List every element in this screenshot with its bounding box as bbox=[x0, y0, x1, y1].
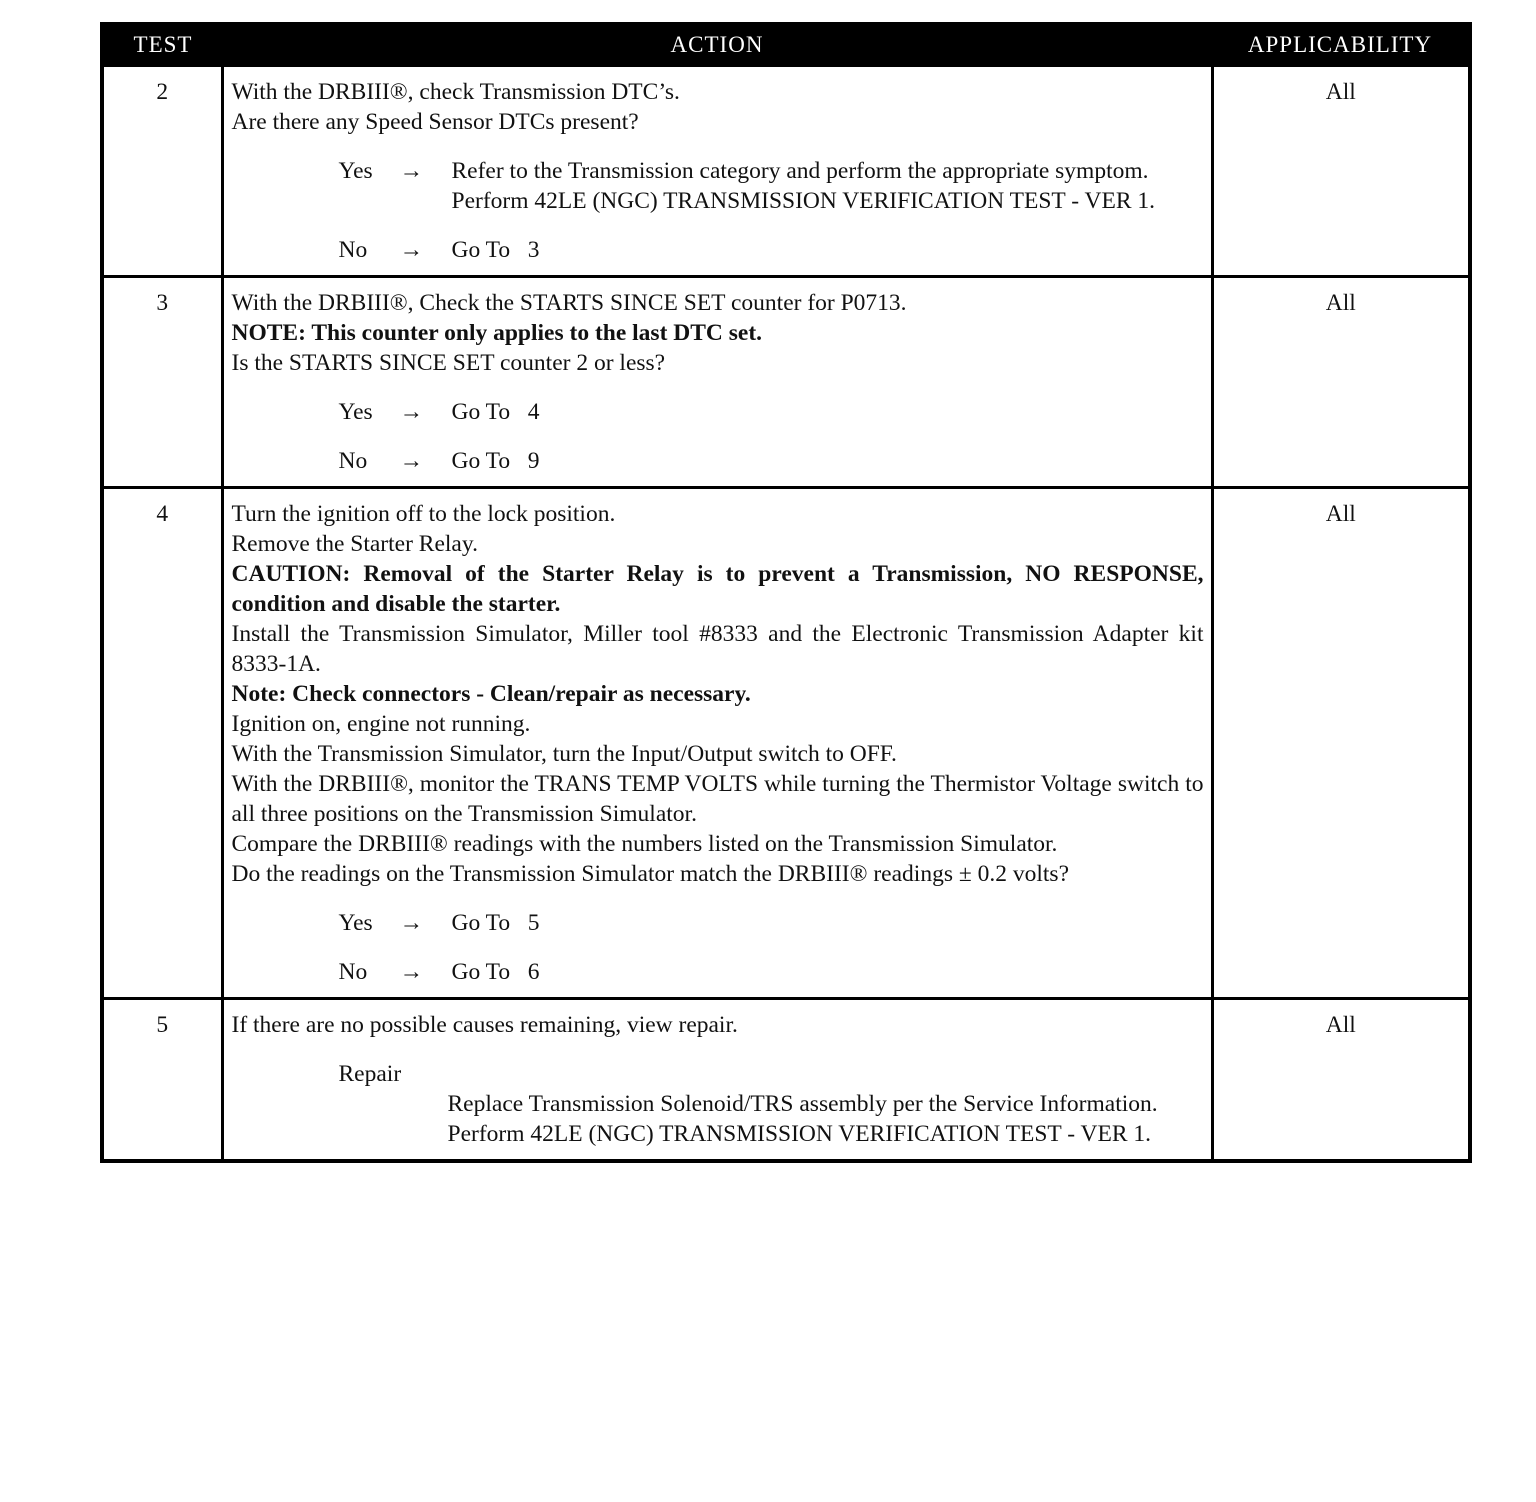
test-number: 2 bbox=[102, 66, 222, 277]
repair-label: Repair bbox=[338, 1061, 402, 1087]
header-test: TEST bbox=[102, 24, 222, 66]
action-line: With the DRBIII®, monitor the TRANS TEMP VOLTS while turning the Thermistor Voltage switch to all three positions on the Transmission Simulator. bbox=[231, 771, 1204, 827]
yes-label: Yes bbox=[338, 399, 373, 425]
action-line: With the DRBIII®, check Transmission DTC’s. bbox=[231, 79, 680, 105]
yes-response bbox=[232, 908, 1204, 938]
applicability-value: All bbox=[1212, 277, 1470, 488]
arrow-icon: → bbox=[399, 399, 423, 425]
note-text: Note: Check connectors - Clean/repair as necessary. bbox=[231, 681, 751, 707]
arrow-icon: → bbox=[399, 237, 423, 263]
header-action: ACTION bbox=[222, 24, 1212, 66]
yes-result: Go To 5 bbox=[451, 910, 540, 936]
no-response bbox=[232, 957, 1204, 987]
no-label: No bbox=[338, 448, 368, 474]
no-label: No bbox=[338, 237, 368, 263]
caution-text: CAUTION: Removal of the Starter Relay is to prevent a Transmission, NO RESPONSE, condition and disable the starter. bbox=[231, 561, 1204, 617]
yes-label: Yes bbox=[338, 910, 373, 936]
action-cell bbox=[222, 66, 1212, 277]
yes-result-text: Refer to the Transmission category and perform the appropriate symptom. bbox=[451, 158, 1149, 184]
yes-result bbox=[452, 156, 1204, 216]
yes-label: Yes bbox=[338, 158, 373, 184]
no-response bbox=[232, 446, 1204, 476]
diagnostic-test-table bbox=[100, 22, 1472, 1163]
action-line: With the DRBIII®, Check the STARTS SINCE SET counter for P0713. bbox=[231, 290, 907, 316]
action-cell bbox=[222, 277, 1212, 488]
table-row bbox=[102, 999, 1470, 1162]
action-line: Do the readings on the Transmission Simulator match the DRBIII® readings ± 0.2 volts? bbox=[231, 861, 1069, 887]
action-line: Compare the DRBIII® readings with the numbers listed on the Transmission Simulator. bbox=[231, 831, 1058, 857]
action-line: Install the Transmission Simulator, Miller tool #8333 and the Electronic Transmission Adapter kit 8333-1A. bbox=[231, 621, 1204, 677]
applicability-value: All bbox=[1212, 66, 1470, 277]
no-result: Go To 9 bbox=[451, 448, 540, 474]
yes-result: Go To 4 bbox=[451, 399, 540, 425]
test-number: 3 bbox=[102, 277, 222, 488]
table-row bbox=[102, 277, 1470, 488]
repair-text: Replace Transmission Solenoid/TRS assembly per the Service Information. bbox=[447, 1091, 1158, 1117]
no-label: No bbox=[338, 959, 368, 985]
action-cell bbox=[222, 999, 1212, 1162]
yes-response bbox=[232, 397, 1204, 427]
applicability-value: All bbox=[1212, 488, 1470, 999]
yes-result-text: Perform 42LE (NGC) TRANSMISSION VERIFICATION TEST - VER 1. bbox=[451, 188, 1155, 214]
action-line: Remove the Starter Relay. bbox=[231, 531, 478, 557]
applicability-value: All bbox=[1212, 999, 1470, 1162]
table-row bbox=[102, 488, 1470, 999]
test-number: 4 bbox=[102, 488, 222, 999]
arrow-icon: → bbox=[399, 158, 423, 184]
action-line: With the Transmission Simulator, turn the Input/Output switch to OFF. bbox=[231, 741, 897, 767]
no-result: Go To 3 bbox=[451, 237, 540, 263]
yes-response bbox=[232, 156, 1204, 216]
no-result: Go To 6 bbox=[451, 959, 540, 985]
action-line: Is the STARTS SINCE SET counter 2 or less? bbox=[231, 350, 666, 376]
header-applicability: APPLICABILITY bbox=[1212, 24, 1470, 66]
arrow-icon: → bbox=[399, 910, 423, 936]
note-text: NOTE: This counter only applies to the last DTC set. bbox=[231, 320, 763, 346]
action-line: If there are no possible causes remaining, view repair. bbox=[231, 1012, 738, 1038]
action-cell bbox=[222, 488, 1212, 999]
action-line: Turn the ignition off to the lock position. bbox=[231, 501, 616, 527]
action-line: Ignition on, engine not running. bbox=[231, 711, 531, 737]
repair-text: Perform 42LE (NGC) TRANSMISSION VERIFICATION TEST - VER 1. bbox=[447, 1121, 1151, 1147]
test-number: 5 bbox=[102, 999, 222, 1162]
table-header-row bbox=[102, 24, 1470, 66]
no-response bbox=[232, 235, 1204, 265]
arrow-icon: → bbox=[399, 959, 423, 985]
arrow-icon: → bbox=[399, 448, 423, 474]
table-row bbox=[102, 66, 1470, 277]
action-line: Are there any Speed Sensor DTCs present? bbox=[231, 109, 639, 135]
